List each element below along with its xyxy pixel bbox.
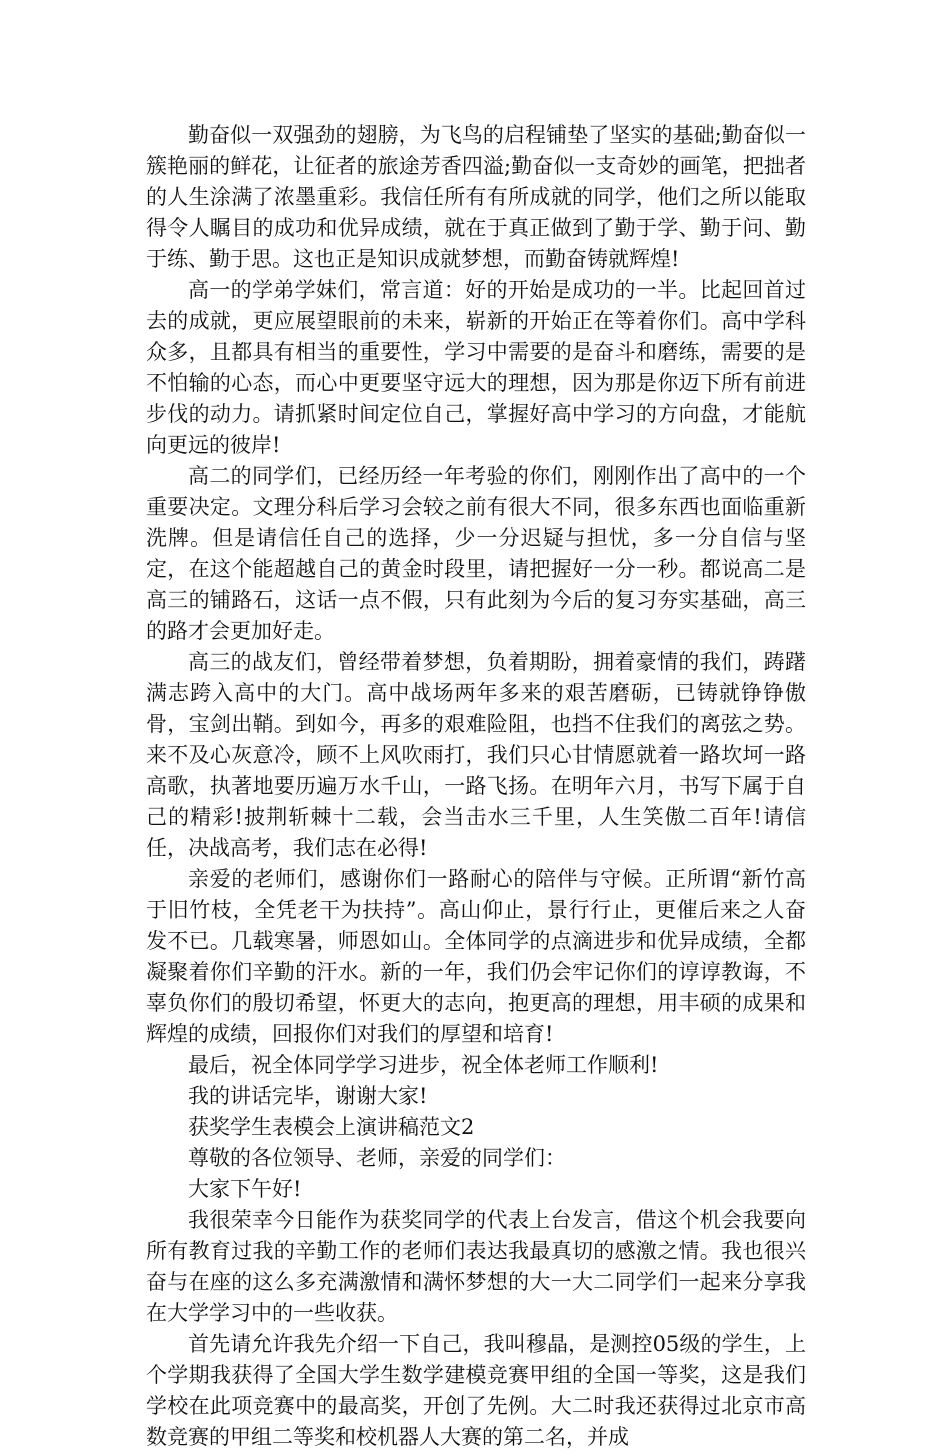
closing-thanks: 我的讲话完毕，谢谢大家! <box>188 1084 428 1108</box>
greeting: 大家下午好! <box>188 1177 302 1201</box>
paragraph-grade-two: 高二的同学们，已经历经一年考验的你们，刚刚作出了高中的一个重要决定。文理分科后学习会较之前有很大不同，很多东西也面临重新洗牌。但是请信任自己的选择，少一分迟疑与担忧，多一分自信与坚定，在这个能超越自己的黄金时段里，请把握好一分一秒。都说高二是高三的铺路石，这话一点不假，只有此刻为今后的复习夯实基础，高三的路才会更加好走。 <box>146 464 806 643</box>
paragraph-grade-three: 高三的战友们，曾经带着梦想，负着期盼，拥着豪情的我们，踌躇满志跨入高中的大门。高中战场两年多来的艰苦磨砺，已铸就铮铮傲骨，宝剑出鞘。到如今，再多的艰难险阻，也挡不住我们的离弦之势。来不及心灰意冷，顾不上风吹雨打，我们只心甘情愿就着一路坎坷一路高歌，执著地要历遍万水千山，一路飞扬。在明年六月，书写下属于自己的精彩!披荆斩棘十二载，会当击水三千里，人生笑傲二百年!请信任，决战高考，我们志在必得! <box>146 650 806 860</box>
paragraph-grade-one: 高一的学弟学妹们，常言道：好的开始是成功的一半。比起回首过去的成就，更应展望眼前的未来，崭新的开始正在等着你们。高中学科众多，且都具有相当的重要性，学习中需要的是奋斗和磨练，需要的是不怕输的心态，而心中更要坚守远大的理想，因为那是你迈下所有前进步伐的动力。请抓紧时间定位自己，掌握好高中学习的方向盘，才能航向更远的彼岸! <box>146 278 806 457</box>
document-body <box>146 120 806 1453</box>
closing-wishes: 最后，祝全体同学学习进步，祝全体老师工作顺利! <box>188 1053 659 1077</box>
paragraph-teachers: 亲爱的老师们，感谢你们一路耐心的陪伴与守候。正所谓“新竹高于旧竹枝，全凭老干为扶持”。高山仰止，景行行止，更催后来之人奋发不已。几载寒暑，师恩如山。全体同学的点滴进步和优异成绩，全都凝聚着你们辛勤的汗水。新的一年，我们仍会牢记你们的谆谆教诲，不辜负你们的殷切希望，怀更大的志向，抱更高的理想，用丰硕的成果和辉煌的成绩，回报你们对我们的厚望和培育! <box>146 867 806 1046</box>
paragraph-honor: 我很荣幸今日能作为获奖同学的代表上台发言，借这个机会我要向所有教育过我的辛勤工作的老师们表达我最真切的感激之情。我也很兴奋与在座的这么多充满激情和满怀梦想的大一大二同学们一起来分享我在大学学习中的一些收获。 <box>146 1208 806 1325</box>
salutation: 尊敬的各位领导、老师，亲爱的同学们： <box>188 1146 566 1170</box>
section-heading: 获奖学生表模会上演讲稿范文2 <box>188 1115 475 1139</box>
paragraph-introduction: 首先请允许我先介绍一下自己，我叫穆晶，是测控05级的学生，上个学期我获得了全国大学生数学建模竞赛甲组的全国一等奖，这是我们学校在此项竞赛中的最高奖，开创了先例。大二时我还获得过北京市高数竞赛的甲组二等奖和校机器人大赛的第二名，并成 <box>146 1332 806 1449</box>
paragraph-diligence: 勤奋似一双强劲的翅膀，为飞鸟的启程铺垫了坚实的基础;勤奋似一簇艳丽的鲜花，让征者的旅途芳香四溢;勤奋似一支奇妙的画笔，把拙者的人生涂满了浓墨重彩。我信任所有有所成就的同学，他们之所以能取得令人瞩目的成功和优异成绩，就在于真正做到了勤于学、勤于问、勤于练、勤于思。这也正是知识成就梦想，而勤奋铸就辉煌! <box>146 123 806 271</box>
